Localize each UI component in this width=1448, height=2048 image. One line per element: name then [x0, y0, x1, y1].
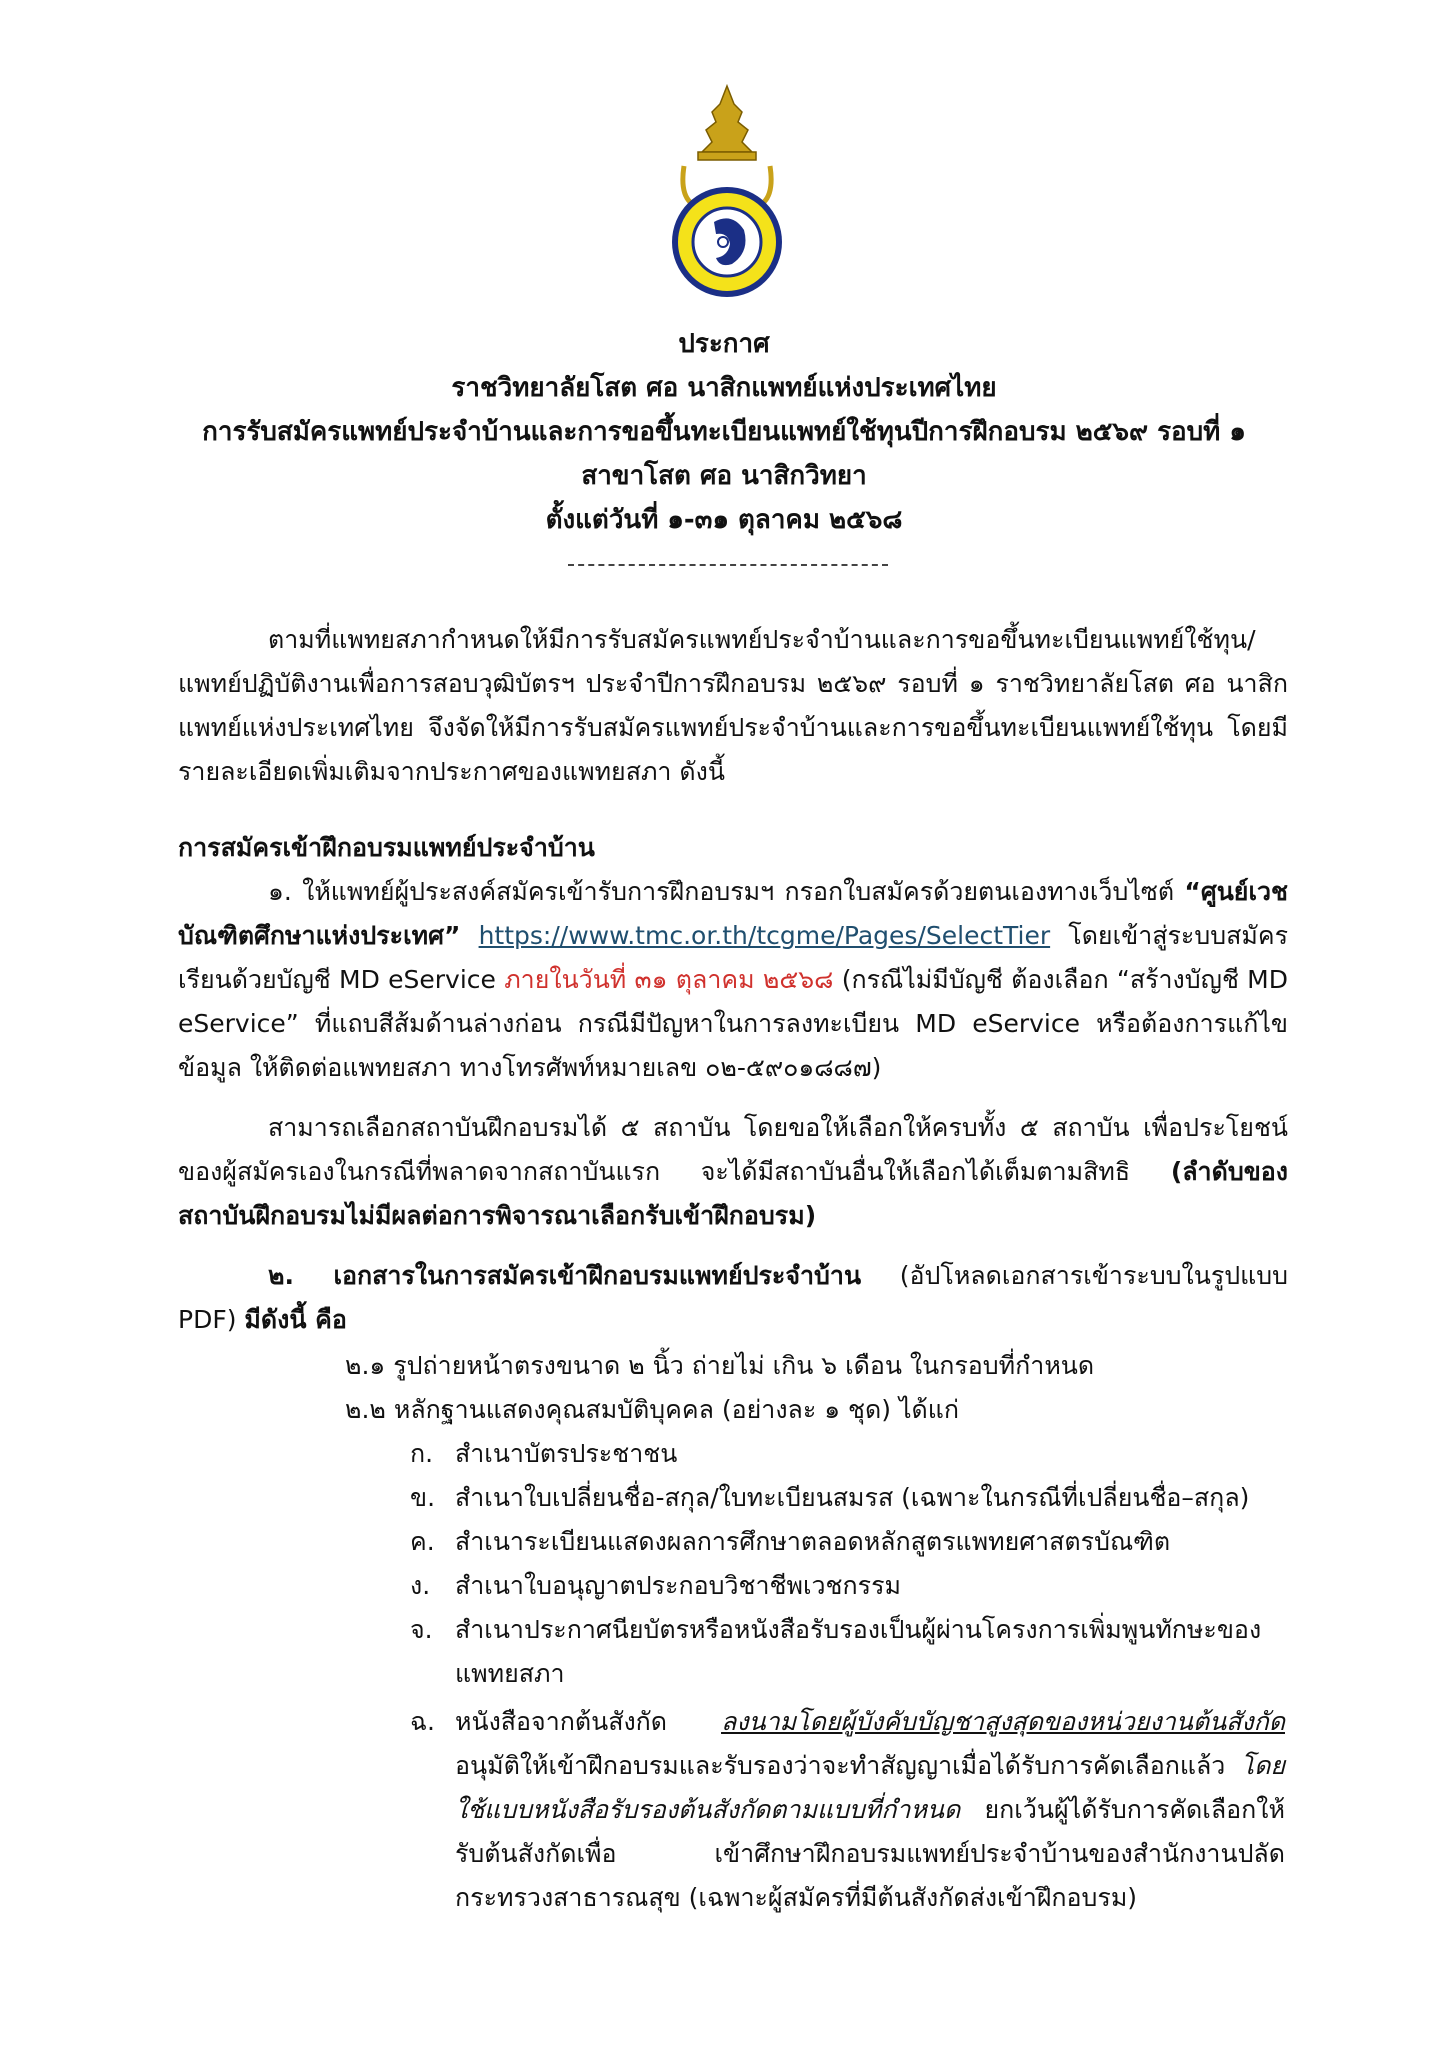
registration-link[interactable]: https://www.tmc.or.th/tcgme/Pages/SelectTier: [478, 921, 1051, 950]
doc6-t3: ยกเว้นผู้ได้รับการคัดเลือกให้รับต้นสังกัดเพื่อ เข้าศึกษาฝึกอบรมแพทย์ประจำบ้านของสำนักงานปลัดกระทรวงสาธารณสุข (เฉพาะผู้สมัครที่มีต้นสังกัดส่งเข้าฝึกอบรม): [455, 1795, 1285, 1912]
doc-item-mark: ฉ.: [410, 1707, 435, 1736]
doc6-signer-note: ลงนามโดยผู้บังคับบัญชาสูงสุดของหน่วยงานต้นสังกัด: [721, 1707, 1285, 1736]
doc-item-text: สำเนาใบอนุญาตประกอบวิชาชีพเวชกรรม: [455, 1571, 901, 1600]
doc-subject: การรับสมัครแพทย์ประจำบ้านและการขอขึ้นทะเบียนแพทย์ใช้ทุนปีการฝึกอบรม ๒๕๖๙ รอบที่ ๑: [202, 417, 1246, 447]
doc-item-6-text: [455, 1700, 1285, 1920]
doc-item-text: สำเนาบัตรประชาชน: [455, 1439, 678, 1468]
item-2-note: (อัปโหลดเอกสารเข้าระบบในรูปแบบ PDF): [178, 1261, 1288, 1334]
doc6-t2: อนุมัติให้เข้าฝึกอบรมและรับรองว่าจะทำสัญญาเมื่อได้รับการคัดเลือกแล้ว: [455, 1751, 1226, 1780]
college-seal-logo: [662, 82, 792, 300]
sub-item-2-1: ๒.๑ รูปถ่ายหน้าตรงขนาด ๒ นิ้ว ถ่ายไม่ เกิน ๖ เดือน ในกรอบที่กำหนด: [345, 1351, 1095, 1380]
item-2-title: ๒. เอกสารในการสมัครเข้าฝึกอบรมแพทย์ประจำบ้าน: [268, 1261, 862, 1290]
doc-item-mark: ก.: [410, 1439, 434, 1468]
item-1-rest: (กรณีไม่มีบัญชี ต้องเลือก “สร้างบัญชี MD eService” ที่แถบสีส้มด้านล่างก่อน กรณีมีปัญหาในการลงทะเบียน MD eService หรือต้องการแก้ไขข้อมูล ให้ติดต่อแพทยสภา ทางโทรศัพท์หมายเลข ๐๒-๕๙๐๑๘๘๗): [178, 965, 1288, 1082]
deadline-text: ภายในวันที่ ๓๑ ตุลาคม ๒๕๖๘: [504, 965, 834, 994]
item-1-after-url: โดยเข้าสู่ระบบสมัครเรียนด้วยบัญชี MD eService: [178, 921, 1288, 994]
specialty: สาขาโสต ศอ นาสิกวิทยา: [581, 461, 867, 491]
date-range: ตั้งแต่วันที่ ๑-๓๑ ตุลาคม ๒๕๖๘: [545, 505, 903, 535]
choice-text: สามารถเลือกสถาบันฝึกอบรมได้ ๕ สถาบัน โดยขอให้เลือกให้ครบทั้ง ๕ สถาบัน เพื่อประโยชน์ของผู้สมัครเองในกรณีที่พลาดจากสถาบันแรก จะได้มีสถาบันอื่นให้เลือกได้เต็มตามสิทธิ: [178, 1113, 1288, 1186]
item-1-prefix: ๑. ให้แพทย์ผู้ประสงค์สมัครเข้ารับการฝึกอบรมฯ กรอกใบสมัครด้วยตนเองทางเว็บไซต์: [268, 877, 1175, 906]
divider: [568, 564, 888, 566]
sub-item-2-2: ๒.๒ หลักฐานแสดงคุณสมบัติบุคคล (อย่างละ ๑ ชุด) ได้แก่: [345, 1395, 960, 1424]
intro-paragraph: ตามที่แพทยสภากำหนดให้มีการรับสมัครแพทย์ประจำบ้านและการขอขึ้นทะเบียนแพทย์ใช้ทุน/แพทย์ปฏิบัติงานเพื่อการสอบวุฒิบัตรฯ ประจำปีการฝึกอบรม ๒๕๖๙ รอบที่ ๑ ราชวิทยาลัยโสต ศอ นาสิกแพทย์แห่งประเทศไทย จึงจัดให้มีการรับสมัครแพทย์ประจำบ้านและการขอขึ้นทะเบียนแพทย์ใช้ทุน โดยมีรายละเอียดเพิ่มเติมจากประกาศของแพทยสภา ดังนี้: [178, 625, 1288, 786]
item-2-paragraph: [178, 1254, 1288, 1342]
site-name: “ศูนย์เวชบัณฑิตศึกษาแห่งประเทศ”: [178, 877, 1288, 950]
choice-paragraph: [178, 1106, 1288, 1238]
org-name: ราชวิทยาลัยโสต ศอ นาสิกแพทย์แห่งประเทศไทย: [451, 373, 997, 403]
doc6-form-note: โดยใช้แบบหนังสือรับรองต้นสังกัดตามแบบที่กำหนด: [455, 1751, 1285, 1824]
doc-item-text: สำเนาประกาศนียบัตรหรือหนังสือรับรองเป็นผู้ผ่านโครงการเพิ่มพูนทักษะของแพทยสภา: [455, 1615, 1262, 1688]
doc-item-mark: ค.: [410, 1527, 435, 1556]
choice-note: (ลำดับของสถาบันฝึกอบรมไม่มีผลต่อการพิจารณาเลือกรับเข้าฝึกอบรม): [178, 1157, 1289, 1230]
doc-item-text: สำเนาใบเปลี่ยนชื่อ-สกุล/ใบทะเบียนสมรส (เฉพาะในกรณีที่เปลี่ยนชื่อ–สกุล): [455, 1483, 1250, 1512]
doc-item-mark: ข.: [410, 1483, 436, 1512]
item-2-lead: มีดังนี้ คือ: [244, 1305, 347, 1334]
crown-icon: [683, 86, 771, 202]
doc-item-mark: จ.: [410, 1615, 433, 1644]
doc-heading: ประกาศ: [678, 329, 770, 359]
doc-item-mark: ง.: [410, 1571, 431, 1600]
doc-item-text: สำเนาระเบียนแสดงผลการศึกษาตลอดหลักสูตรแพทยศาสตรบัณฑิต: [455, 1527, 1171, 1556]
doc6-t1: หนังสือจากต้นสังกัด: [455, 1707, 668, 1736]
item-1-paragraph: [178, 870, 1288, 1090]
section-title: การสมัครเข้าฝึกอบรมแพทย์ประจำบ้าน: [178, 833, 595, 862]
